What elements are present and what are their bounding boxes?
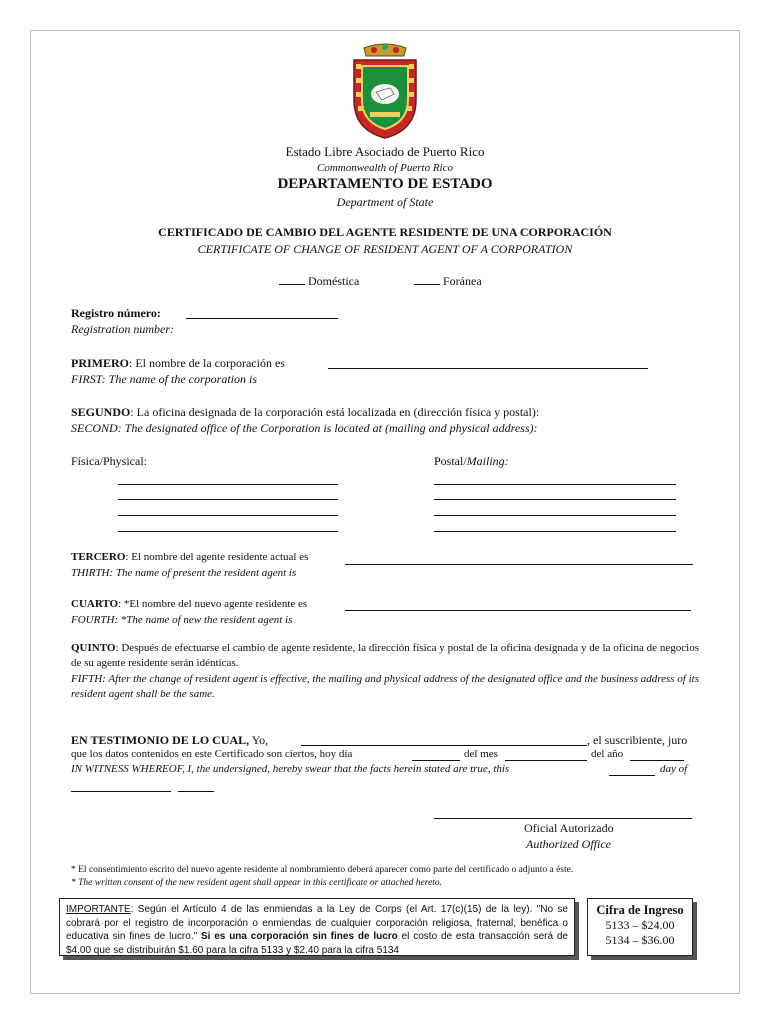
domestic-option[interactable]: [279, 274, 359, 289]
signature-label-es: Oficial Autorizado: [524, 821, 614, 835]
witness-line-2a: que los datos contenidos en este Certificado son ciertos, hoy día: [71, 748, 353, 760]
domestic-checkline: [279, 274, 305, 285]
important-bold: Si es una corporación sin fines de lucro: [200, 931, 398, 942]
fee-line-5134: 5134 – $36.00: [605, 933, 675, 947]
registry-label-es: Registro número:: [71, 306, 161, 320]
third-clause-es: [71, 551, 308, 563]
month-field-en[interactable]: [71, 791, 171, 792]
registry-label-en: Registration number:: [71, 322, 174, 336]
fee-title: Cifra de Ingreso: [596, 903, 684, 917]
postal-address-line-2[interactable]: [434, 499, 676, 500]
fifth-clause-es: [71, 641, 699, 671]
witness-en: IN WITNESS WHEREOF, I, the undersigned, hereby swear that the facts herein stated are true, this: [71, 763, 510, 775]
physical-address-line-1[interactable]: [118, 484, 338, 485]
witness-key: EN TESTIMONIO DE LO CUAL,: [71, 733, 250, 747]
important-text-2: el costo de esta transacción será de $4.00 que se distribuirán $1.60 para la cifra 5133 y $2.40 para la cifra 5134: [66, 931, 568, 956]
signature-line[interactable]: [434, 818, 692, 819]
witness-en-day: day of: [660, 763, 688, 775]
day-field-es[interactable]: [412, 760, 460, 761]
important-notice: [59, 898, 575, 956]
witness-line-2c: del año: [591, 748, 624, 760]
witness-suscribiente: , el suscribiente, juro: [587, 733, 688, 747]
state-name-es: Estado Libre Asociado de Puerto Rico: [285, 144, 485, 159]
postal-label: Postal/Mailing:: [434, 454, 509, 468]
important-label: IMPORTANTE: [66, 904, 131, 915]
domestic-label: Doméstica: [308, 274, 360, 288]
first-clause-en: FIRST: The name of the corporation is: [71, 372, 257, 386]
foreign-label: Foránea: [443, 274, 482, 288]
new-agent-field[interactable]: [345, 610, 691, 611]
day-field-en[interactable]: [609, 775, 655, 776]
subscriber-name-field[interactable]: [301, 745, 587, 746]
form-title-es: CERTIFICADO DE CAMBIO DEL AGENTE RESIDENTE DE UNA CORPORACIÓN: [158, 225, 612, 239]
fourth-key: CUARTO: [71, 598, 119, 610]
postal-address-line-4[interactable]: [434, 531, 676, 532]
second-text: : La oficina designada de la corporación está localizada en (dirección física y postal):: [130, 405, 540, 419]
first-text: : El nombre de la corporación es: [129, 356, 285, 370]
foreign-option[interactable]: [414, 274, 482, 289]
department-title-es: DEPARTAMENTO DE ESTADO: [277, 176, 493, 192]
physical-address-line-4[interactable]: [118, 531, 338, 532]
fifth-clause-en: FIFTH: After the change of resident agent is effective, the mailing and physical address of the designated office and the business address of its resident agent shall be the same.: [71, 673, 699, 700]
page-border: [30, 30, 740, 994]
signature-label-en: Authorized Office: [526, 837, 611, 851]
physical-label: Física/Physical:: [71, 454, 147, 468]
third-text: : El nombre del agente residente actual es: [125, 551, 309, 563]
second-clause-es: [71, 405, 539, 420]
postal-address-line-3[interactable]: [434, 515, 676, 516]
third-key: TERCERO: [71, 551, 126, 563]
foreign-checkline: [414, 274, 440, 285]
corporation-name-field[interactable]: [328, 368, 648, 369]
first-clause-es: [71, 356, 285, 371]
fifth-key: QUINTO: [71, 642, 116, 654]
fee-box: [587, 898, 693, 956]
month-field-es[interactable]: [505, 760, 587, 761]
year-field-en[interactable]: [178, 791, 214, 792]
witness-line-2b: del mes: [464, 748, 498, 760]
form-title-en: CERTIFICATE OF CHANGE OF RESIDENT AGENT OF A CORPORATION: [197, 242, 573, 256]
registry-number-field[interactable]: [186, 318, 338, 319]
first-key: PRIMERO: [71, 356, 129, 370]
footnote-en: * The written consent of the new resident agent shall appear in this certificate or attached hereto.: [71, 878, 443, 888]
third-clause-en: THIRTH: The name of present the resident agent is: [71, 567, 297, 579]
fifth-text: : Después de efectuarse el cambio de agente residente, la dirección física y postal de la oficina designada y de la oficina de negocios de su agente residente serán idénticas.: [71, 642, 699, 669]
department-title-en: Department of State: [336, 195, 434, 209]
present-agent-field[interactable]: [345, 564, 693, 565]
coat-of-arms-seal: [344, 42, 426, 140]
footnote-es: * El consentimiento escrito del nuevo agente residente al nombramiento deberá aparecer como parte del certificado o adjunto a éste.: [71, 865, 574, 875]
postal-address-line-1[interactable]: [434, 484, 676, 485]
fee-line-5133: 5133 – $24.00: [605, 918, 675, 932]
physical-address-line-2[interactable]: [118, 499, 338, 500]
second-clause-en: SECOND: The designated office of the Corporation is located at (mailing and physical address):: [71, 421, 538, 435]
state-name-en: Commonwealth of Puerto Rico: [317, 162, 453, 174]
second-key: SEGUNDO: [71, 405, 131, 419]
fourth-clause-en: FOURTH: *The name of new the resident agent is: [71, 614, 293, 626]
witness-line-1: [71, 733, 268, 748]
fourth-text: : *El nombre del nuevo agente residente es: [118, 598, 308, 610]
fourth-clause-es: [71, 598, 307, 610]
witness-yo: Yo,: [251, 733, 269, 747]
year-field-es[interactable]: [630, 760, 684, 761]
physical-address-line-3[interactable]: [118, 515, 338, 516]
important-text-1: : Según el Artículo 4 de las enmiendas a la Ley de Corps (el Art. 17(c)(15) de la ley). "No se cobrará por el registro de incorporación o enmiendas de cualquier corporación religiosa, fraternal, benéfica o educativa sin fines de lucro.": [66, 904, 568, 942]
